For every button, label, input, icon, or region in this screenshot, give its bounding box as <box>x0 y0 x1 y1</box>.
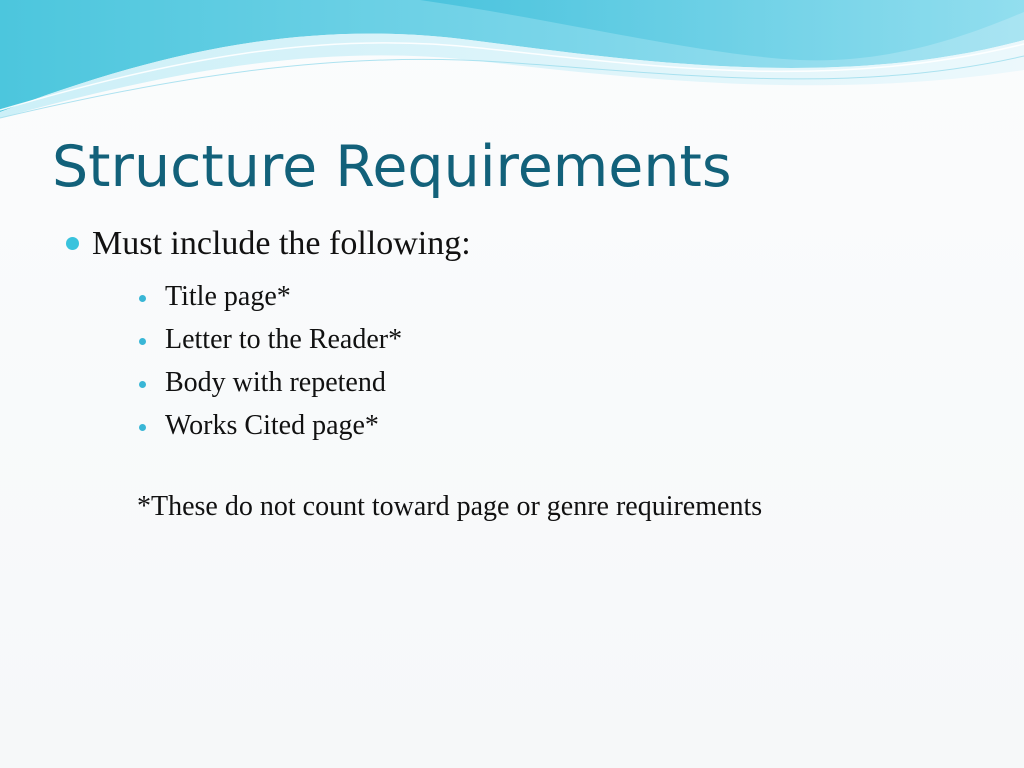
bullet-dot-icon <box>139 424 146 431</box>
footnote: *These do not count toward page or genre requirements <box>137 491 763 522</box>
list-item-text: Body with repetend <box>165 367 386 398</box>
wave-banner <box>0 0 1024 130</box>
bullet-dot-icon <box>139 381 146 388</box>
list-item <box>62 361 962 404</box>
list-item <box>62 404 962 447</box>
main-bullet-text: Must include the following: <box>92 225 471 262</box>
list-item <box>62 275 962 318</box>
slide-content <box>62 222 962 447</box>
bullet-dot-icon <box>139 338 146 345</box>
slide-title: Structure Requirements <box>52 134 732 200</box>
main-bullet-item <box>62 222 962 266</box>
list-item-text: Letter to the Reader* <box>165 324 403 355</box>
bullet-dot-icon <box>66 237 79 250</box>
list-item-text: Works Cited page* <box>165 410 379 441</box>
list-item-text: Title page* <box>165 281 291 312</box>
list-item <box>62 318 962 361</box>
requirements-list <box>62 275 962 447</box>
bullet-dot-icon <box>139 295 146 302</box>
